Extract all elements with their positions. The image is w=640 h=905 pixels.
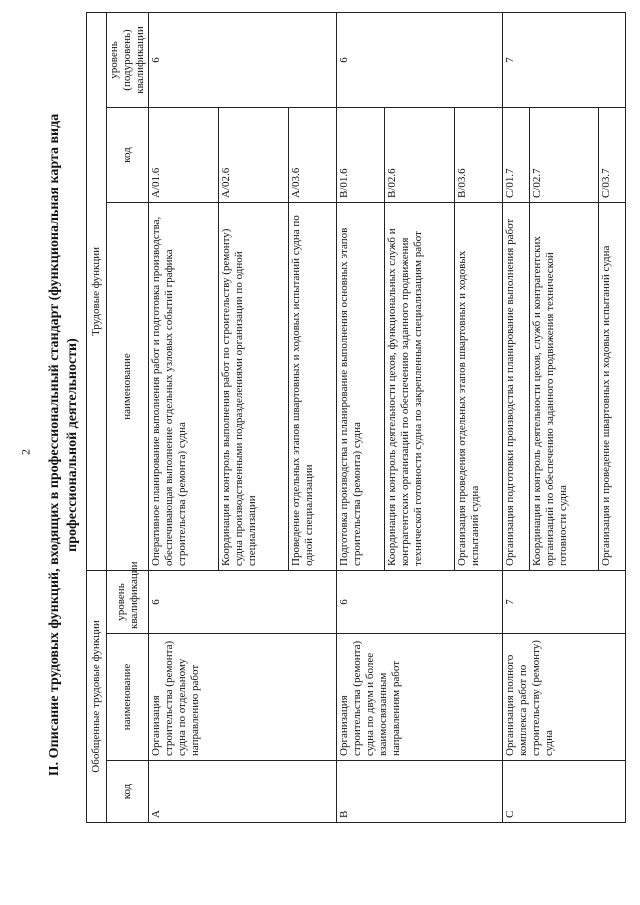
table-row xyxy=(336,12,384,822)
function-level: 6 xyxy=(149,12,337,107)
group-level: 6 xyxy=(336,570,502,633)
function-name: Координация и контроль выполнения работ по строительству (ремонту) судна производственными подразделениями организации по одной специализации xyxy=(218,202,288,570)
section-heading: II. Описание трудовых функций, входящих в профессиональный стандарт (функциональная карта вида xyxy=(47,113,62,777)
function-code: B/03.6 xyxy=(454,107,502,202)
group-level: 7 xyxy=(502,570,625,633)
code-column-header: код xyxy=(107,761,149,823)
labor-code-column-header: код xyxy=(107,107,149,202)
name-column-header: наименование xyxy=(107,634,149,761)
function-name: Организация и проведение швартовных и ходовых испытаний судна xyxy=(599,202,626,570)
function-level: 6 xyxy=(336,12,502,107)
table-subheader-row xyxy=(107,12,149,822)
function-code: C/02.7 xyxy=(529,107,599,202)
sublevel-column-header: уровень (подуровень) квалификации xyxy=(107,12,149,107)
functional-map-table xyxy=(86,12,626,823)
group-code: C xyxy=(502,761,625,823)
labor-functions-header: Трудовые функции xyxy=(87,12,107,570)
group-level: 6 xyxy=(149,570,337,633)
table-row xyxy=(502,12,529,822)
labor-name-column-header: наименование xyxy=(107,202,149,570)
function-name: Оперативное планирование выполнения работ и подготовка производства, обеспечивающая выполнение отдельных узловых событий графика строительства (ремонта) судна xyxy=(149,202,219,570)
function-code: C/01.7 xyxy=(502,107,529,202)
qualification-level-column-header: уровень квалификации xyxy=(107,570,149,633)
group-name: Организация строительства (ремонта) судна по отдельному направлению работ xyxy=(149,634,337,761)
group-code: A xyxy=(149,761,337,823)
table-header-row xyxy=(87,12,107,822)
function-code: B/02.6 xyxy=(384,107,454,202)
function-name: Организация подготовки производства и планирование выполнения работ xyxy=(502,202,529,570)
function-code: A/01.6 xyxy=(149,107,219,202)
function-code: A/02.6 xyxy=(218,107,288,202)
table-row xyxy=(149,12,219,822)
section-heading-continued: профессиональной деятельности) xyxy=(65,338,80,552)
function-code: C/03.7 xyxy=(599,107,626,202)
group-code: B xyxy=(336,761,502,823)
group-name: Организация строительства (ремонта) судна по двум и более взаимосвязанным направлениям работ xyxy=(336,634,502,761)
function-code: A/03.6 xyxy=(288,107,336,202)
function-name: Координация и контроль деятельности цехов, функциональных служб и контрагентских организаций по обеспечению заданного продвижения технической готовности судна по закрепленным специализациям работ xyxy=(384,202,454,570)
generalized-functions-header: Обобщенные трудовые функции xyxy=(87,570,107,822)
function-name: Проведение отдельных этапов швартовных и ходовых испытаний судна по одной специализации xyxy=(288,202,336,570)
function-name: Координация и контроль деятельности цехов, служб и контрагентских организаций по обеспечению заданного продвижения технической готовности судна xyxy=(529,202,599,570)
function-name: Организация проведения отдельных этапов швартовных и ходовых испытаний судна xyxy=(454,202,502,570)
page-number-text: 2 xyxy=(18,449,33,455)
function-name: Подготовка производства и планирование выполнения основных этапов строительства (ремонта) судна xyxy=(336,202,384,570)
function-level: 7 xyxy=(502,12,625,107)
group-name: Организация полного комплекса работ по строительству (ремонту) судна xyxy=(502,634,625,761)
function-code: B/01.6 xyxy=(336,107,384,202)
